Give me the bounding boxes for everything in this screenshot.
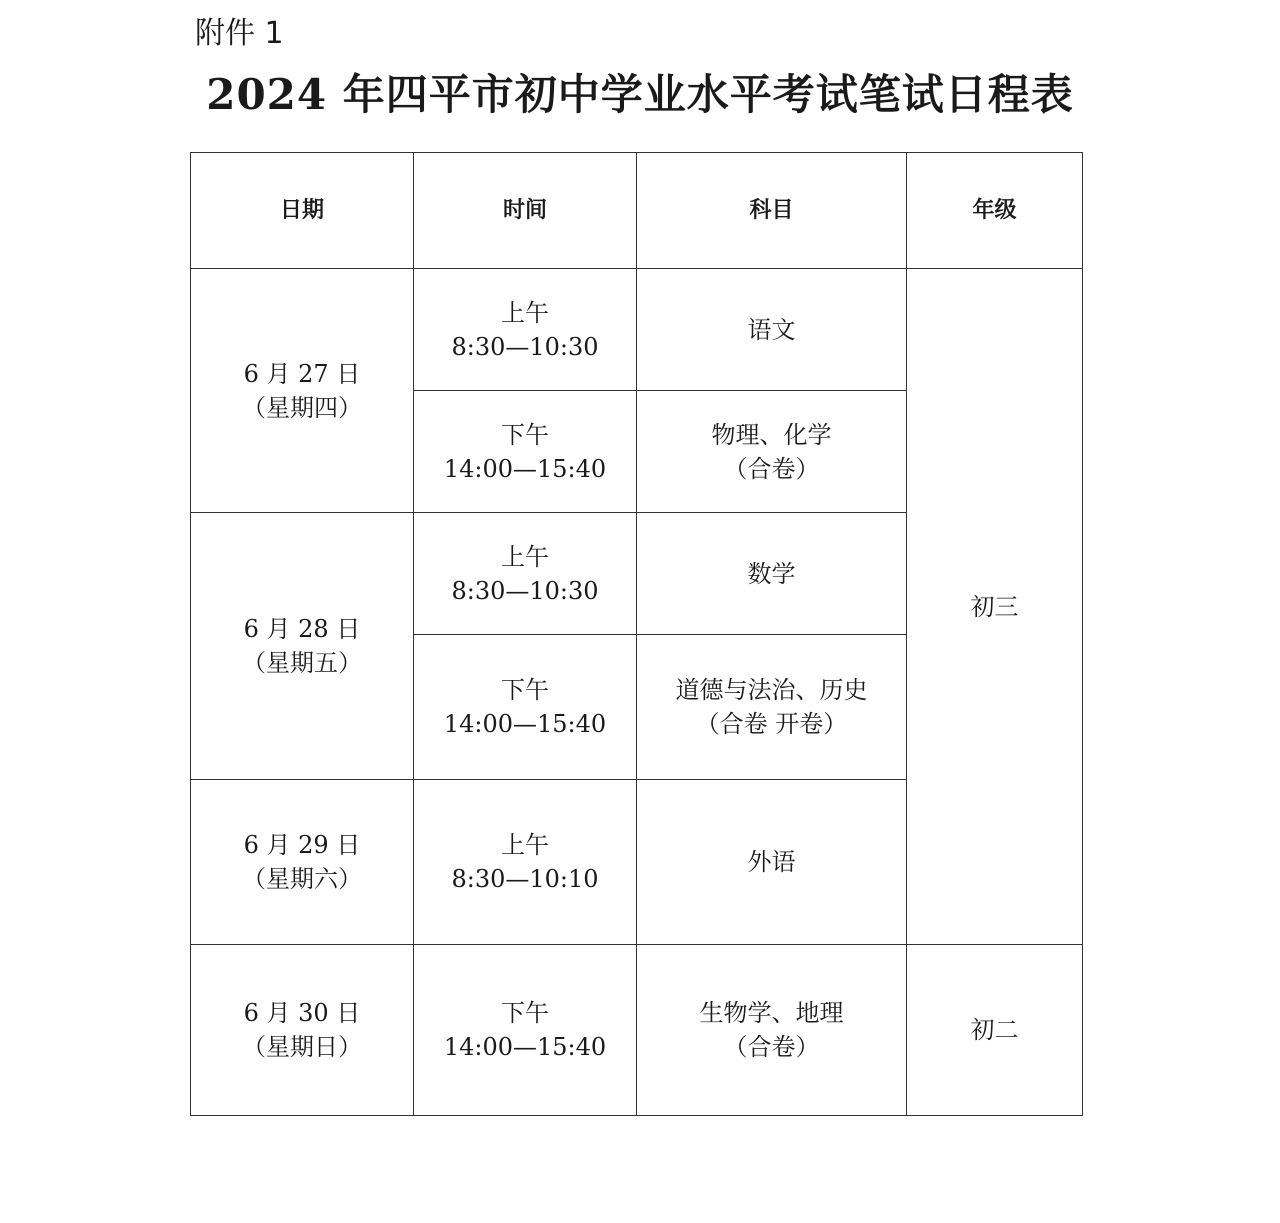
period-text: 上午 <box>501 298 549 327</box>
time-cell <box>414 780 637 945</box>
table-row <box>191 269 1083 391</box>
subject-cell <box>637 635 907 780</box>
grade-cell-grade-3: 初三 <box>907 269 1083 945</box>
subject-cell <box>637 945 907 1116</box>
header-subject: 科目 <box>637 153 907 269</box>
time-cell <box>414 635 637 780</box>
weekday-text: （星期六） <box>242 865 362 893</box>
grade-cell-grade-2: 初二 <box>907 945 1083 1116</box>
time-range-text: 8:30—10:10 <box>451 865 599 893</box>
period-text: 上午 <box>501 542 549 571</box>
date-cell <box>191 513 414 780</box>
header-date: 日期 <box>191 153 414 269</box>
subject-cell <box>637 513 907 635</box>
period-text: 下午 <box>501 420 549 449</box>
date-text: 6 月 29 日 <box>243 831 361 859</box>
time-range-text: 14:00—15:40 <box>443 454 607 483</box>
header-grade: 年级 <box>907 153 1083 269</box>
time-cell <box>414 391 637 513</box>
header-time: 时间 <box>414 153 637 269</box>
date-cell <box>191 269 414 513</box>
subject-text: 物理、化学 <box>711 420 832 449</box>
subject-cell <box>637 780 907 945</box>
weekday-text: （星期四） <box>242 393 362 422</box>
table-header-row <box>191 153 1083 269</box>
date-cell <box>191 945 414 1116</box>
subject-text: 数学 <box>747 559 796 588</box>
attachment-label: 附件 1 <box>195 16 284 51</box>
date-cell <box>191 780 414 945</box>
period-text: 上午 <box>501 831 549 859</box>
subject-note: （合卷 开卷） <box>695 710 848 738</box>
subject-text: 道德与法治、历史 <box>675 676 868 704</box>
subject-text: 生物学、地理 <box>699 999 844 1027</box>
subject-cell <box>637 391 907 513</box>
time-range-text: 8:30—10:30 <box>451 576 599 605</box>
weekday-text: （星期日） <box>242 1033 362 1061</box>
time-cell <box>414 269 637 391</box>
date-text: 6 月 27 日 <box>243 359 361 388</box>
subject-text: 语文 <box>747 315 796 344</box>
period-text: 下午 <box>501 999 549 1027</box>
subject-note: （合卷） <box>723 1033 820 1061</box>
subject-note: （合卷） <box>723 454 820 483</box>
subject-text: 外语 <box>747 848 796 876</box>
time-cell <box>414 513 637 635</box>
time-range-text: 14:00—15:40 <box>443 710 607 738</box>
page-title: 2024 年四平市初中学业水平考试笔试日程表 <box>206 70 1074 119</box>
date-text: 6 月 30 日 <box>243 999 361 1027</box>
time-cell <box>414 945 637 1116</box>
time-range-text: 8:30—10:30 <box>451 332 599 361</box>
table-row <box>191 945 1083 1116</box>
weekday-text: （星期五） <box>242 649 362 677</box>
time-range-text: 14:00—15:40 <box>443 1033 607 1061</box>
period-text: 下午 <box>501 676 549 704</box>
date-text: 6 月 28 日 <box>243 615 361 643</box>
schedule-table <box>190 152 1083 1116</box>
subject-cell <box>637 269 907 391</box>
